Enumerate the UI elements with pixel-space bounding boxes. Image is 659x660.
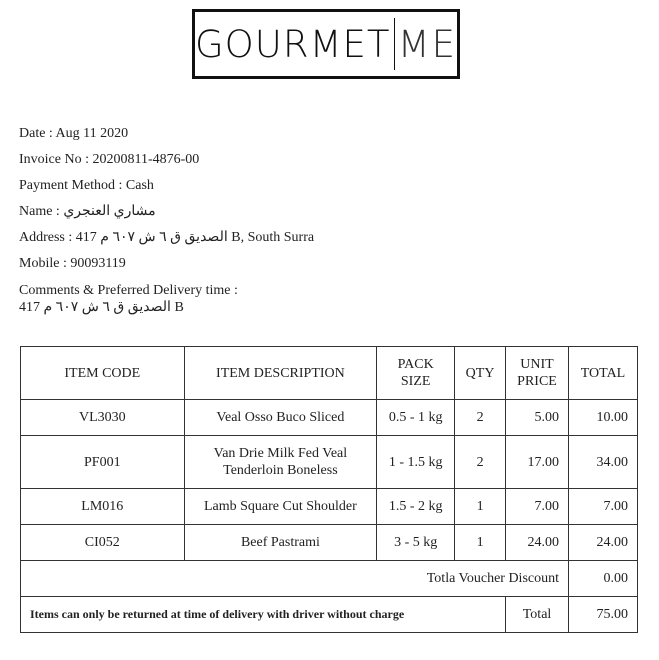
item-qty: 1 bbox=[455, 525, 506, 561]
header-item-description: ITEM DESCRIPTION bbox=[184, 347, 377, 400]
header-qty: QTY bbox=[455, 347, 506, 400]
item-description: Veal Osso Buco Sliced bbox=[184, 400, 377, 436]
gourmet-me-logo bbox=[192, 9, 460, 79]
logo-text-left: GOURMET bbox=[195, 22, 391, 66]
discount-row bbox=[21, 561, 638, 597]
item-pack-size: 0.5 - 1 kg bbox=[377, 400, 455, 436]
invoice-number: Invoice No : 20200811-4876-00 bbox=[19, 152, 200, 167]
invoice-date: Date : Aug 11 2020 bbox=[19, 126, 129, 141]
comments-label: Comments & Preferred Delivery time : bbox=[19, 283, 238, 298]
item-unit-price: 5.00 bbox=[506, 400, 569, 436]
table-row bbox=[21, 489, 638, 525]
header-pack-size: PACK SIZE bbox=[377, 347, 455, 400]
item-code: PF001 bbox=[21, 436, 185, 489]
table-header-row bbox=[21, 347, 638, 400]
item-unit-price: 7.00 bbox=[506, 489, 569, 525]
item-qty: 1 bbox=[455, 489, 506, 525]
item-total: 34.00 bbox=[569, 436, 638, 489]
invoice-items-table bbox=[20, 346, 638, 633]
item-code: VL3030 bbox=[21, 400, 185, 436]
item-qty: 2 bbox=[455, 436, 506, 489]
customer-address: Address : 417 الصديق ق ٦ ش ٦٠٧ م B, South Surra bbox=[19, 230, 315, 245]
logo-text-right: ME bbox=[397, 22, 457, 66]
header-unit-price: UNIT PRICE bbox=[506, 347, 569, 400]
item-code: LM016 bbox=[21, 489, 185, 525]
table-row bbox=[21, 525, 638, 561]
return-policy-note: Items can only be returned at time of delivery with driver without charge bbox=[21, 597, 506, 633]
comments-value: 417 الصديق ق ٦ ش ٦٠٧ م B bbox=[19, 300, 184, 315]
item-total: 10.00 bbox=[569, 400, 638, 436]
item-unit-price: 17.00 bbox=[506, 436, 569, 489]
payment-method: Payment Method : Cash bbox=[19, 178, 154, 193]
item-description: Van Drie Milk Fed Veal Tenderloin Boneless bbox=[184, 436, 377, 489]
item-pack-size: 1 - 1.5 kg bbox=[377, 436, 455, 489]
header-total: TOTAL bbox=[569, 347, 638, 400]
item-description: Beef Pastrami bbox=[184, 525, 377, 561]
customer-name: Name : مشاري العنجري bbox=[19, 204, 156, 219]
item-pack-size: 1.5 - 2 kg bbox=[377, 489, 455, 525]
item-unit-price: 24.00 bbox=[506, 525, 569, 561]
total-row bbox=[21, 597, 638, 633]
item-pack-size: 3 - 5 kg bbox=[377, 525, 455, 561]
item-total: 24.00 bbox=[569, 525, 638, 561]
table-row bbox=[21, 436, 638, 489]
table-row bbox=[21, 400, 638, 436]
item-qty: 2 bbox=[455, 400, 506, 436]
invoice-info bbox=[19, 121, 314, 316]
discount-value: 0.00 bbox=[569, 561, 638, 597]
total-value: 75.00 bbox=[569, 597, 638, 633]
item-total: 7.00 bbox=[569, 489, 638, 525]
customer-mobile: Mobile : 90093119 bbox=[19, 256, 126, 271]
logo-divider bbox=[394, 18, 395, 70]
item-description: Lamb Square Cut Shoulder bbox=[184, 489, 377, 525]
delivery-comments bbox=[19, 282, 314, 316]
total-label: Total bbox=[506, 597, 569, 633]
header-item-code: ITEM CODE bbox=[21, 347, 185, 400]
discount-label: Totla Voucher Discount bbox=[21, 561, 569, 597]
item-code: CI052 bbox=[21, 525, 185, 561]
